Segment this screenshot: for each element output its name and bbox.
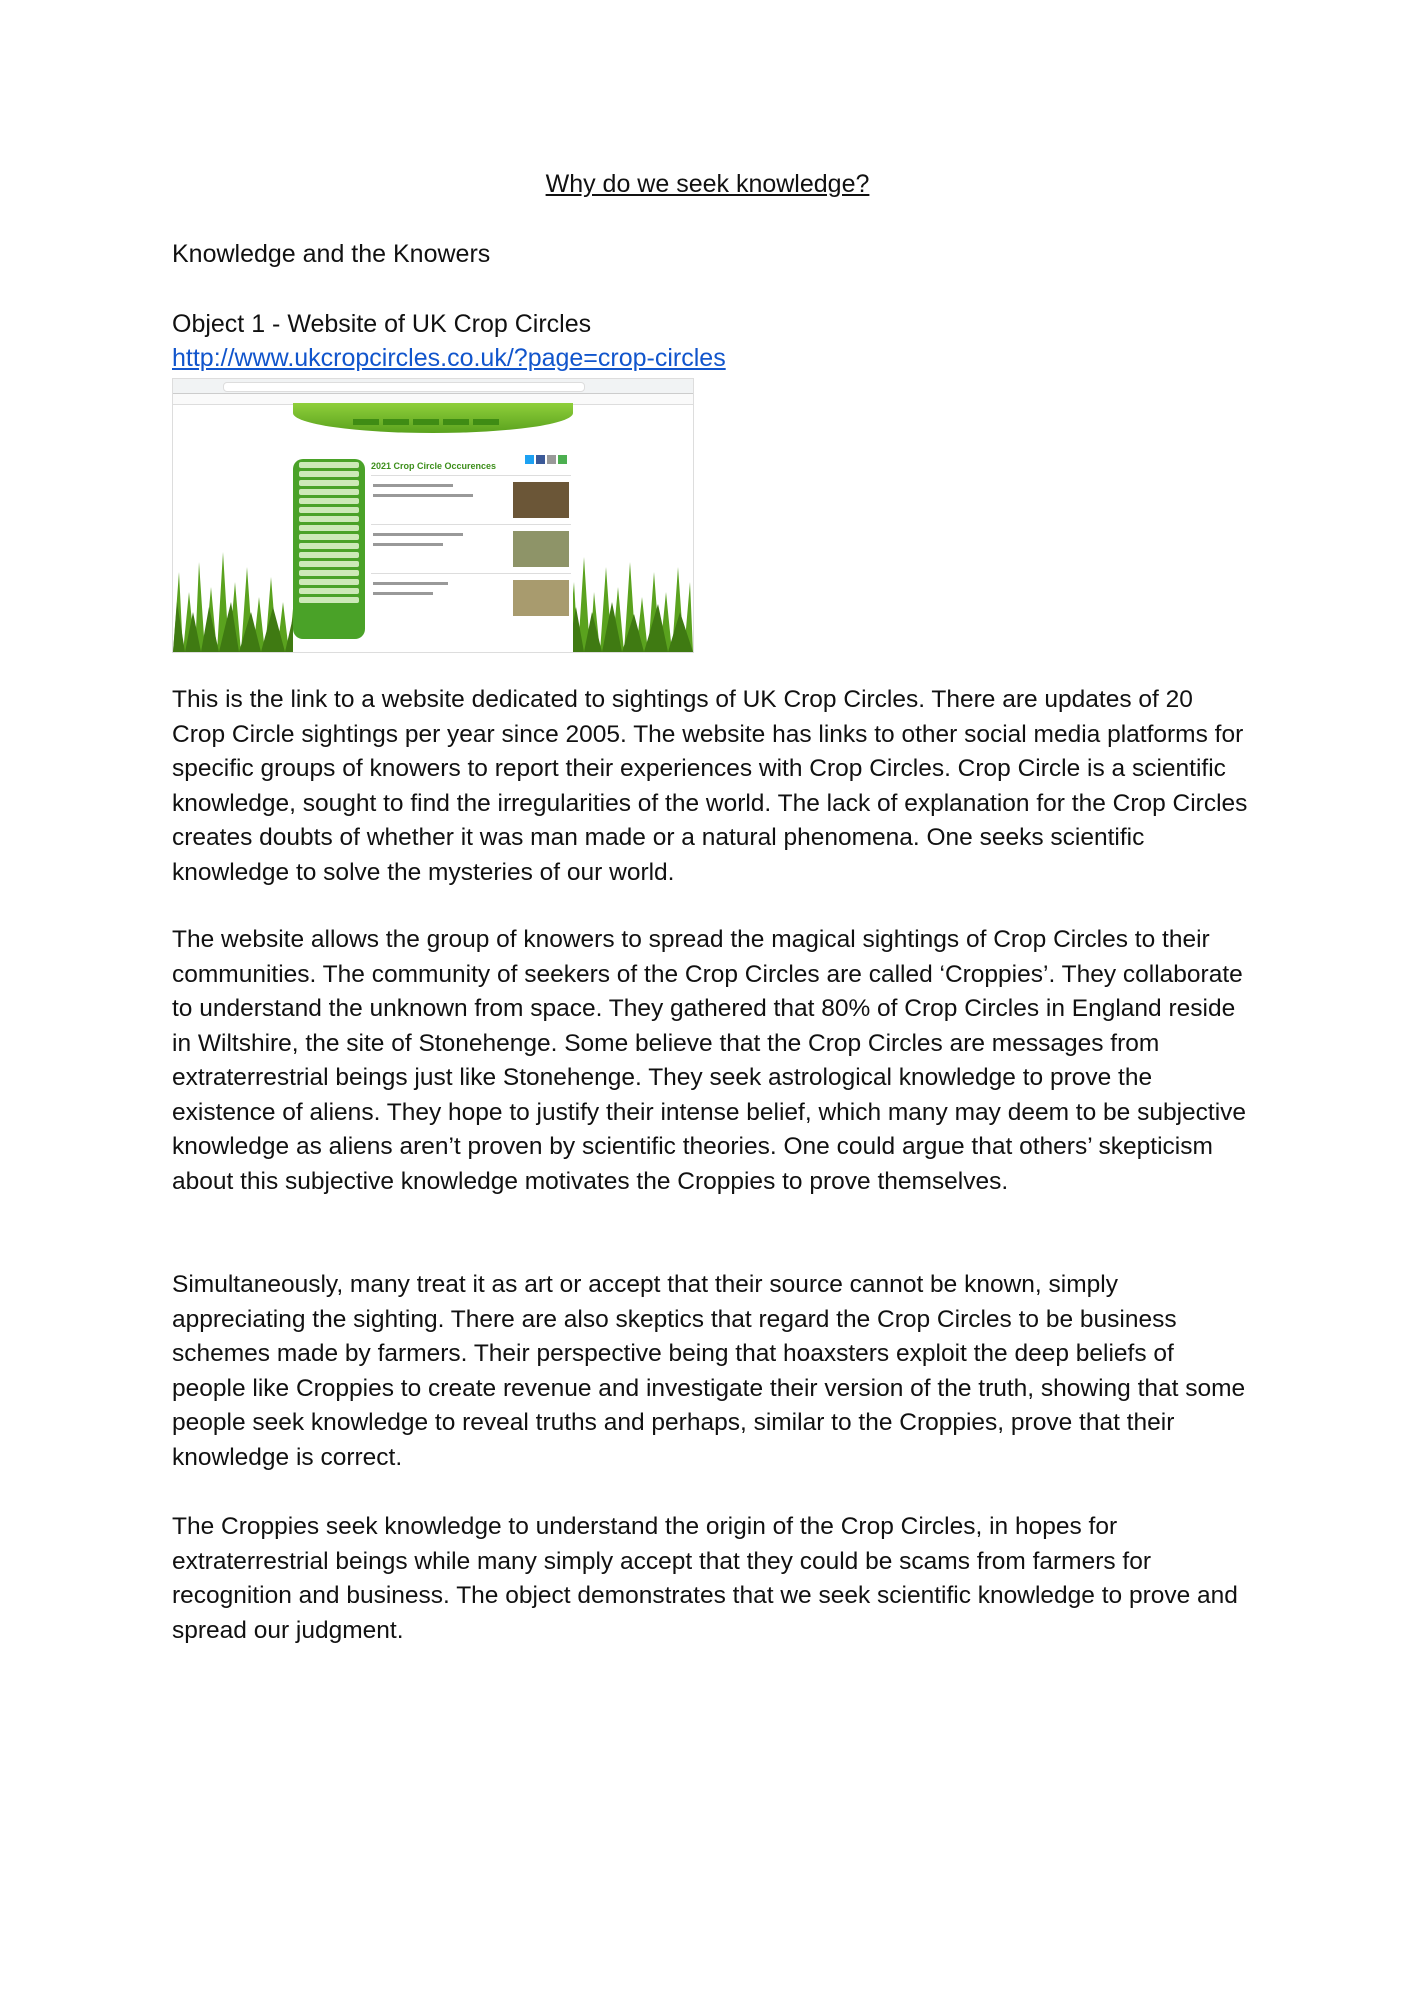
sidebar-row — [299, 507, 359, 513]
sidebar-row — [299, 579, 359, 585]
nav-item — [413, 419, 439, 425]
grass-right-image — [568, 542, 693, 652]
address-bar — [223, 382, 585, 392]
crop-circle-entry — [371, 524, 571, 573]
sidebar-row — [299, 480, 359, 486]
website-screenshot — [172, 378, 694, 653]
website-page — [293, 403, 573, 652]
page-title: Why do we seek knowledge? — [545, 170, 870, 198]
sidebar-row — [299, 498, 359, 504]
sidebar-row — [299, 543, 359, 549]
website-header — [293, 403, 573, 433]
share-icon — [558, 455, 567, 464]
crop-circle-thumbnail — [513, 531, 569, 567]
section-subtitle: Knowledge and the Knowers — [172, 240, 491, 268]
entry-text-line — [373, 543, 443, 546]
sidebar-row — [299, 597, 359, 603]
entry-text-line — [373, 592, 433, 595]
nav-item — [353, 419, 379, 425]
sidebar-row — [299, 534, 359, 540]
crop-circle-thumbnail — [513, 580, 569, 616]
browser-toolbar — [173, 379, 693, 394]
sidebar-row — [299, 489, 359, 495]
crop-circle-thumbnail — [513, 482, 569, 518]
nav-item — [443, 419, 469, 425]
grass-left-image — [173, 542, 298, 652]
entry-text-line — [373, 494, 473, 497]
website-sidebar — [293, 459, 365, 639]
entry-text-line — [373, 582, 448, 585]
body-paragraph: The website allows the group of knowers to spread the magical sightings of Crop Circles to their communities. The community of seekers of the Crop Circles are called ‘Croppies’. They collaborate to understand the unknown from space. They gathered that 80% of Crop Circles in England reside in Wiltshire, the site of Stonehenge. Some believe that the Crop Circles are messages from extraterrestrial beings just like Stonehenge. They seek astrological knowledge to prove the existence of aliens. They hope to justify their intense belief, which many may deem to be subjective knowledge as aliens aren’t proven by scientific theories. One could argue that others’ skepticism about this subjective knowledge motivates the Croppies to prove themselves. — [172, 926, 1247, 1195]
crop-circle-entry — [371, 573, 571, 622]
body-paragraph: This is the link to a website dedicated to sightings of UK Crop Circles. There are updates of 20 Crop Circle sightings per year since 2005. The website has links to other social media platforms for specific groups of knowers to report their experiences with Crop Circles. Crop Circle is a scientific knowledge, sought to find the irregularities of the world. The lack of explanation for the Crop Circles creates doubts of whether it was man made or a natural phenomena. One seeks scientific knowledge to solve the mysteries of our world. — [172, 686, 1248, 886]
sidebar-row — [299, 471, 359, 477]
entry-text-line — [373, 484, 453, 487]
entry-text-line — [373, 533, 463, 536]
website-content — [371, 447, 571, 622]
object-title: Object 1 - Website of UK Crop Circles — [172, 310, 592, 338]
sidebar-row — [299, 552, 359, 558]
body-paragraph: Simultaneously, many treat it as art or accept that their source cannot be known, simply appreciating the sighting. There are also skeptics that regard the Crop Circles to be business schemes made by farmers. Their perspective being that hoaxsters exploit the deep beliefs of people like Croppies to create revenue and investigate their version of the truth, showing that some people seek knowledge to reveal truths and perhaps, similar to the Croppies, prove that their knowledge is correct. — [172, 1271, 1246, 1471]
crop-circle-entry — [371, 475, 571, 524]
sidebar-row — [299, 462, 359, 468]
website-heading: 2021 Crop Circle Occurences — [371, 461, 497, 471]
share-icons — [525, 455, 567, 464]
facebook-icon — [536, 455, 545, 464]
sidebar-row — [299, 516, 359, 522]
object-link[interactable]: http://www.ukcropcircles.co.uk/?page=crop-circles — [172, 344, 726, 372]
email-icon — [547, 455, 556, 464]
twitter-icon — [525, 455, 534, 464]
sidebar-row — [299, 570, 359, 576]
sidebar-row — [299, 588, 359, 594]
sidebar-row — [299, 561, 359, 567]
nav-item — [473, 419, 499, 425]
website-nav — [353, 419, 499, 425]
body-paragraph: The Croppies seek knowledge to understand the origin of the Crop Circles, in hopes for extraterrestrial beings while many simply accept that they could be scams from farmers for recognition and business. The object demonstrates that we seek scientific knowledge to prove and spread our judgment. — [172, 1513, 1238, 1644]
sidebar-row — [299, 525, 359, 531]
nav-item — [383, 419, 409, 425]
